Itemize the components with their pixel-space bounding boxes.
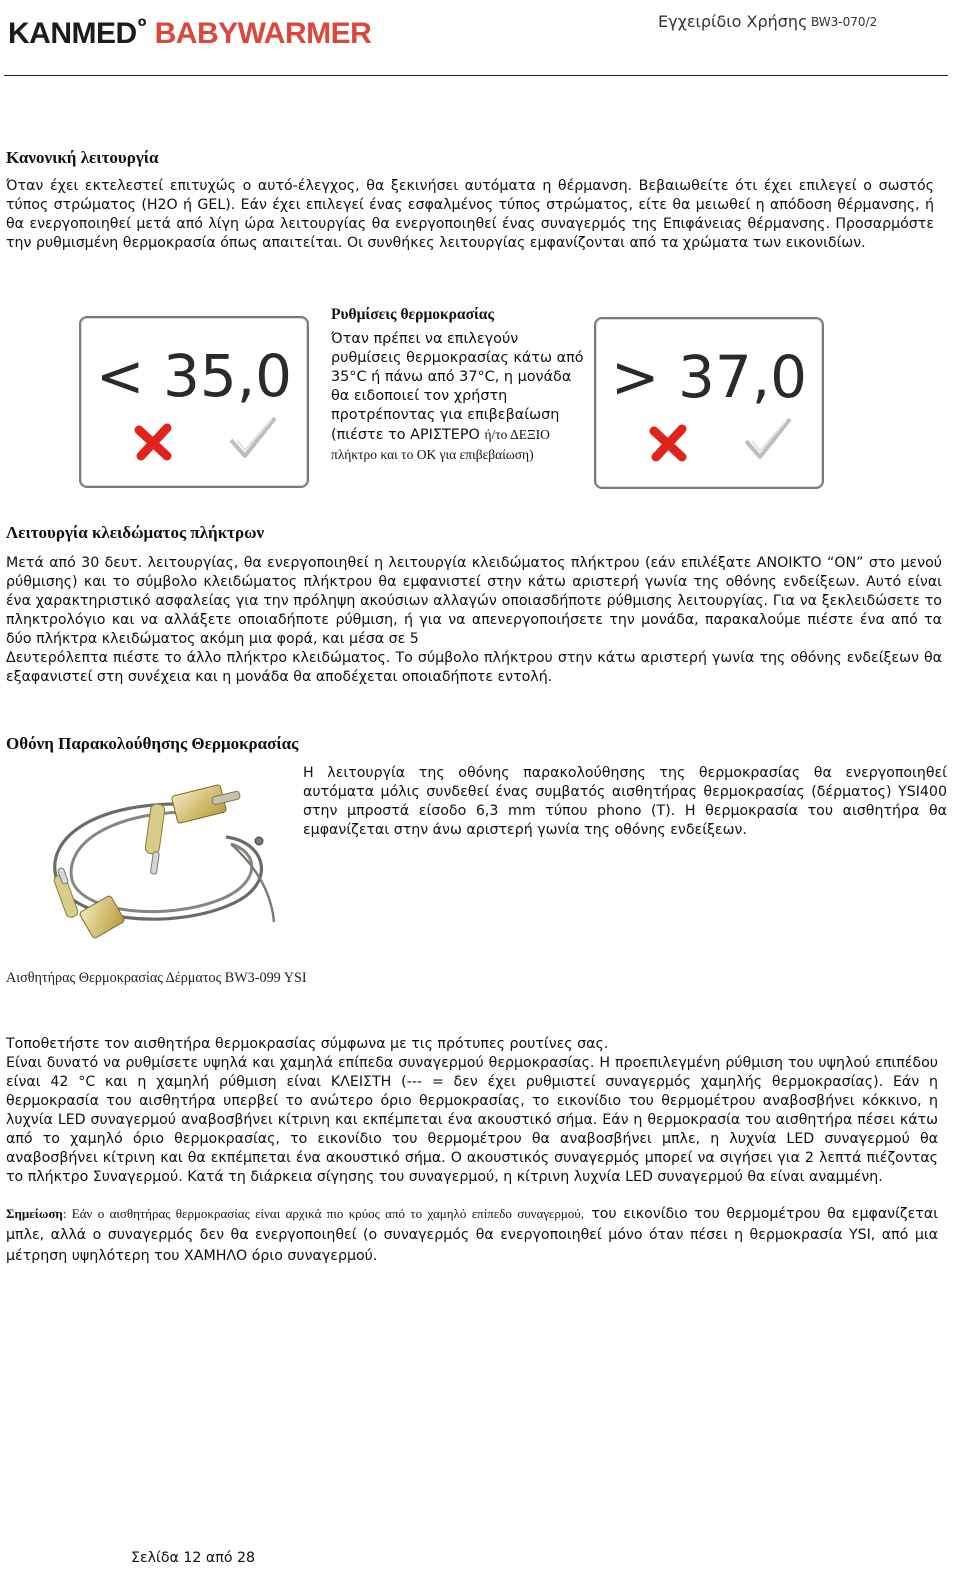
- heading-normal-operation: Κανονική λειτουργία: [6, 148, 159, 167]
- brand-logo: [8, 14, 371, 54]
- temp-settings-text-sans: Όταν πρέπει να επιλεγούν ρυθμίσεις θερμοκρασίας κάτω από 35°C ή πάνω από 37°C, η μονάδα θα ειδοποιεί τον χρήστη προτρέποντας για επιβεβαίωση (πιέστε το ΑΡΙΣΤΕΡΟ: [331, 331, 584, 443]
- skin-temperature-sensor-image: [36, 782, 286, 952]
- cross-icon: [648, 423, 688, 463]
- checkmark-icon: [227, 414, 279, 460]
- alarm-levels-text: Είναι δυνατό να ρυθμίσετε υψηλά και χαμηλά επίπεδα συναγερμού θερμοκρασίας. Η προεπιλεγμένη ρύθμιση του υψηλού επιπέδου είναι 42 °C και η χαμηλή ρύθμιση είναι ΚΛΕΙΣΤΗ (--- = δεν έχει ρυθμιστεί συναγερμός χαμηλής θερμοκρασίας). Εάν η θερμοκρασία του αισθητήρα υπερβεί το ανώτερο όριο θερμοκρασίας, το εικονίδιο του θερμομέτρου αναβοσβήνει κόκκινο, η λυχνία LED συναγερμού αναβοσβήνει κίτρινη και εκπέμπεται ένα ακουστικό σήμα. Εάν η θερμοκρασία του αισθητήρα πέσει κάτω από το χαμηλό όριο θερμοκρασίας, το εικονίδιο του θερμομέτρου θα αναβοσβήνει μπλε, η λυχνία LED συναγερμού θα αναβοσβήνει κίτρινη και θα εκπέμπεται ένα ακουστικό σήμα. Ο ακουστικός συναγερμός μπορεί να σιγήσει για 2 λεπτά πιέζοντας το πλήκτρο Συναγερμού. Κατά τη διάρκεια σίγησης του συναγερμού, η κίτρινη λυχνία LED συναγερμού θα είναι αναμμένη.: [6, 1055, 938, 1185]
- page-number: Σελίδα 12 από 28: [131, 1550, 256, 1566]
- display-value: < 35,0: [95, 342, 293, 410]
- note-block: [6, 1203, 938, 1266]
- display-low-temp-prompt: [79, 316, 309, 488]
- header-divider: [4, 75, 948, 76]
- note-text-serif: : Εάν ο αισθητήρας θερμοκρασίας είναι αρχικά πιο κρύος από το χαμηλό επίπεδο συναγερμού,: [62, 1206, 584, 1221]
- note-label: Σημείωση: [6, 1206, 63, 1221]
- logo-babywarmer: BABYWARMER: [154, 17, 372, 50]
- cross-icon: [133, 422, 173, 462]
- logo-kanmed: KANMED: [8, 17, 137, 50]
- temp-settings-text: [331, 330, 587, 465]
- document-code: BW3-070/2: [811, 15, 878, 29]
- display-high-temp-prompt: [594, 317, 824, 489]
- sensor-placement-text: Τοποθετήστε τον αισθητήρα θερμοκρασίας σύμφωνα με τις πρότυπες ρουτίνες σας.: [6, 1036, 609, 1052]
- checkmark-icon: [742, 415, 794, 461]
- temp-monitor-intro: Η λειτουργία της οθόνης παρακολούθησης της θερμοκρασίας θα ενεργοποιηθεί αυτόματα μόλις συνδεθεί ένας συμβατός αισθητήρας θερμοκρασίας (δέρματος) YSI400 στην μπροστά είσοδο 6,3 mm τύπου phono (T). Η θερμοκρασία του αισθητήρα θα εμφανίζεται στην άνω αριστερή γωνία της οθόνης ενδείξεων.: [303, 765, 947, 838]
- heading-temp-monitor: Οθόνη Παρακολούθησης Θερμοκρασίας: [6, 734, 299, 753]
- manual-title: Εγχειρίδιο Χρήσης: [658, 12, 808, 31]
- heading-temp-settings: Ρυθμίσεις θερμοκρασίας: [331, 306, 494, 323]
- heading-key-lock: Λειτουργία κλειδώματος πλήκτρων: [6, 523, 265, 542]
- display-value: > 37,0: [610, 343, 808, 411]
- normal-operation-text: Όταν έχει εκτελεστεί επιτυχώς ο αυτό-έλεγχος, θα ξεκινήσει αυτόματα η θέρμανση. Βεβαιωθείτε ότι έχει επιλεγεί ο σωστός τύπος στρώματος (H2O ή GEL). Εάν έχει επιλεγεί ένας εσφαλμένος τύπος στρώματος, είτε θα μειωθεί η απόδοση θέρμανσης, ή θα ενεργοποιηθεί μετά από λίγη ώρα λειτουργίας θα ενεργοποιηθεί ένας συναγερμός της Επιφάνειας θέρμανσης. Προσαρμόστε την ρυθμισμένη θερμοκρασία όπως απαιτείται. Οι συνθήκες λειτουργίας εμφανίζονται από τα χρώματα των εικονιδίων.: [6, 178, 934, 251]
- key-lock-text: Μετά από 30 δευτ. λειτουργίας, θα ενεργοποιηθεί η λειτουργία κλειδώματος πλήκτρου (εάν επιλέξατε ΑΝΟΙΚΤΟ “ON” στο μενού ρύθμισης) και το σύμβολο κλειδώματος πλήκτρου θα εμφανιστεί στην κάτω αριστερή γωνία της οθόνης ενδείξεων. Αυτό είναι ένα χαρακτηριστικό ασφαλείας για την πρόληψη ακούσιων αλλαγών οποιασδήποτε ρύθμισης λειτουργίας. Για να ξεκλειδώσετε το πληκτρολόγιο και να αλλάξετε οποιαδήποτε ρύθμιση, ή για να απενεργοποιήσετε την μονάδα, παρακαλούμε πιέστε ένα από τα δύο πλήκτρα κλειδώματος ακόμη μια φορά, και μέσα σε 5: [6, 555, 942, 647]
- sensor-caption: Αισθητήρας Θερμοκρασίας Δέρματος BW3-099 YSI: [6, 970, 307, 986]
- temp-settings-text-serif: ή/το ΔΕΞΙΟ πλήκτρο και το ΟΚ για επιβεβαίωση): [331, 427, 550, 462]
- note-text-sans: του εικονίδιο του θερμομέτρου θα εμφανίζεται μπλε, αλλά ο συναγερμός δεν θα ενεργοποιηθεί (ο συναγερμός θα ενεργοποιηθεί μόνο όταν πέσει η θερμοκρασία YSI, από μια μέτρηση υψηλότερη του ΧΑΜΗΛΟ όριο συναγερμού.: [6, 1206, 938, 1264]
- logo-degree-mark: o: [137, 14, 147, 30]
- key-lock-text-tail: Δευτερόλεπτα πιέστε το άλλο πλήκτρο κλειδώματος. Το σύμβολο πλήκτρου στην κάτω αριστερή γωνία της οθόνης ενδείξεων θα εξαφανιστεί στη συνέχεια και η μονάδα θα αποδέχεται οποιαδήποτε εντολή.: [6, 650, 942, 685]
